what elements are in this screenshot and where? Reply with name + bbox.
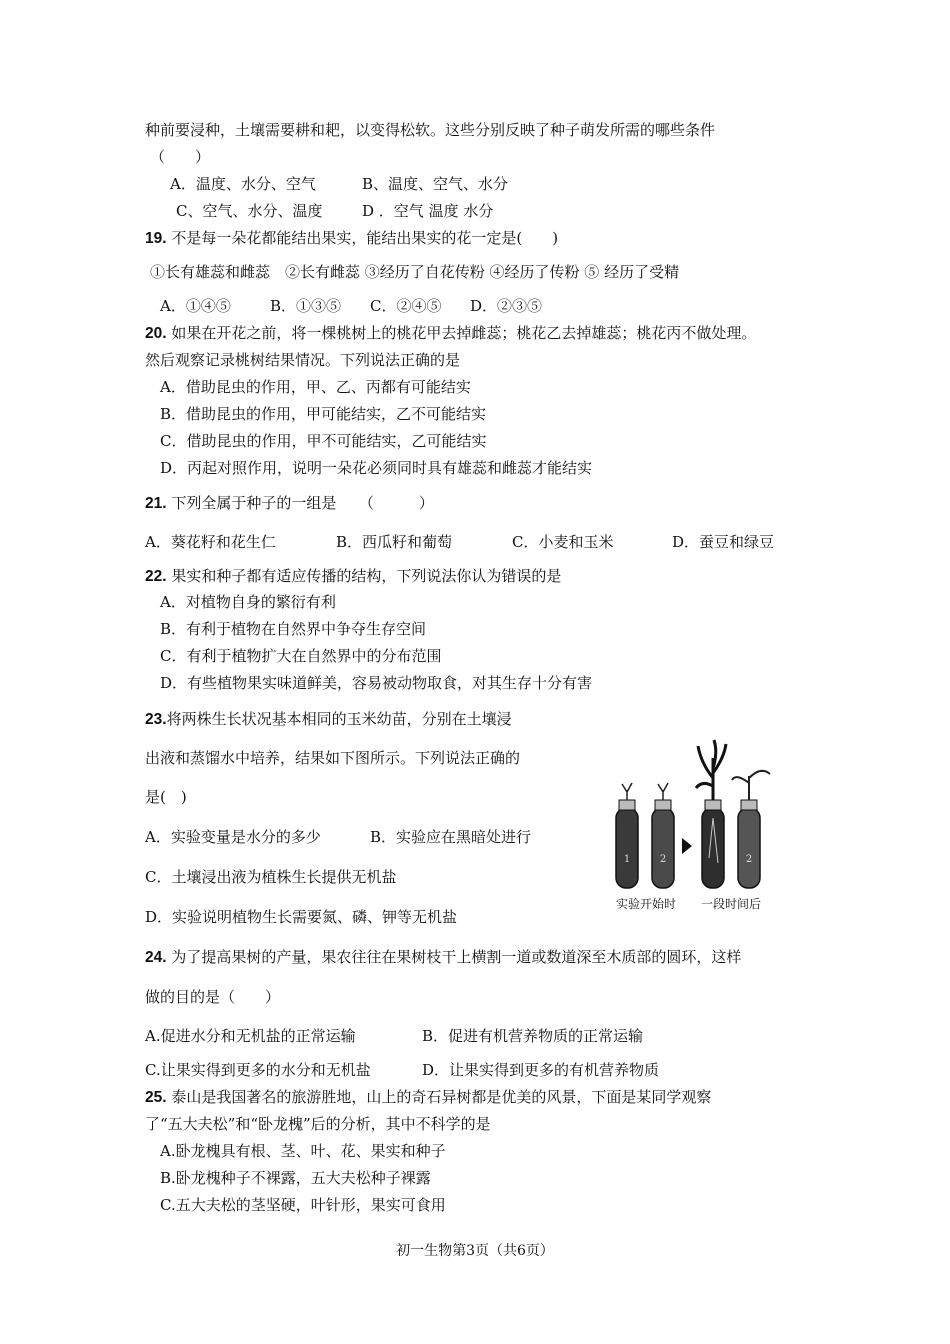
q19-option-d: D．②③⑤ — [470, 297, 543, 315]
q19-option-c: C．②④⑤ — [370, 297, 442, 315]
tube-2-start — [652, 783, 674, 888]
q20-number: 20. — [145, 325, 167, 342]
q23-option-b: B．实验应在黑暗处进行 — [370, 828, 532, 846]
q22-option-d: D．有些植物果实味道鲜美，容易被动物取食，对其生存十分有害 — [160, 674, 593, 692]
tube-1-start — [616, 783, 638, 888]
q19-stem — [145, 228, 558, 249]
q23-text: 将两株生长状况基本相同的玉米幼苗，分别在土壤浸 — [166, 710, 512, 728]
q25-option-b: B.卧龙槐种子不裸露，五大夫松种子裸露 — [160, 1169, 431, 1187]
q22-stem — [145, 566, 561, 587]
q21-option-d: D．蚕豆和绿豆 — [672, 533, 775, 551]
q24-option-d: D．让果实得到更多的有机营养物质 — [422, 1061, 660, 1079]
page-footer: 初一生物第3页（共6页） — [396, 1243, 554, 1259]
q19-number: 19. — [145, 230, 167, 247]
q23-number: 23. — [145, 711, 167, 728]
q23-option-a: A．实验变量是水分的多少 — [145, 828, 321, 846]
q20-text: 如果在开花之前，将一棵桃树上的桃花甲去掉雌蕊；桃花乙去掉雄蕊；桃花丙不做处理。 — [171, 324, 757, 342]
q24-number: 24. — [145, 949, 167, 966]
q18-option-a: A．温度、水分、空气 — [170, 175, 316, 193]
q18-bracket: （ ） — [150, 148, 211, 166]
q24-option-a: A.促进水分和无机盐的正常运输 — [145, 1027, 356, 1045]
q20-stem-1 — [145, 323, 756, 344]
q23-option-c: C．土壤浸出液为植株生长提供无机盐 — [145, 868, 397, 886]
q24-stem-2: 做的目的是（ ） — [145, 988, 281, 1006]
q23-stem-2: 出液和蒸馏水中培养，结果如下图所示。下列说法正确的 — [145, 749, 521, 767]
q21-option-c: C．小麦和玉米 — [512, 533, 614, 551]
q21-number: 21. — [145, 495, 167, 512]
q24-text: 为了提高果树的产量，果农往往在果树枝干上横割一道或数道深至木质部的圆环，这样 — [171, 948, 742, 966]
q22-option-c: C．有利于植物扩大在自然界中的分布范围 — [160, 647, 442, 665]
q25-stem-1 — [145, 1087, 711, 1108]
q20-stem-2: 然后观察记录桃树结果情况。下列说法正确的是 — [145, 351, 461, 369]
tube-2-later-label: 2 — [745, 854, 753, 865]
q25-option-a: A.卧龙槐具有根、茎、叶、花、果实和种子 — [160, 1142, 446, 1160]
tube-1-later — [696, 740, 726, 888]
q20-option-d: D．丙起对照作用，说明一朵花必须同时具有雄蕊和雌蕊才能结实 — [160, 459, 593, 477]
q24-stem-1 — [145, 947, 741, 968]
q24-option-c: C.让果实得到更多的水分和无机盐 — [145, 1061, 371, 1079]
q25-option-c: C.五大夫松的茎坚硬，叶针形，果实可食用 — [160, 1196, 446, 1214]
q23-stem-1 — [145, 709, 512, 730]
q22-option-b: B．有利于植物在自然界中争夺生存空间 — [160, 620, 427, 638]
q21-option-a: A．葵花籽和花生仁 — [145, 533, 276, 551]
q20-option-c: C．借助昆虫的作用，甲不可能结实，乙可能结实 — [160, 432, 487, 450]
tube-1-label: 1 — [623, 854, 631, 865]
tube-2-label: 2 — [659, 854, 667, 865]
q22-option-a: A．对植物自身的繁衍有利 — [160, 593, 336, 611]
q25-number: 25. — [145, 1089, 167, 1106]
q22-number: 22. — [145, 568, 167, 585]
q21-stem — [145, 493, 434, 514]
q21-option-b: B．西瓜籽和葡萄 — [336, 533, 453, 551]
q19-option-a: A．①④⑤ — [160, 297, 231, 315]
tube-2-later — [732, 771, 770, 888]
q23-option-d: D．实验说明植物生长需要氮、磷、钾等无机盐 — [145, 908, 458, 926]
q18-option-b: B、温度、空气、水分 — [362, 175, 509, 193]
q18-stem: 种前要浸种，土壤需要耕和耙，以变得松软。这些分别反映了种子萌发所需的哪些条件 — [145, 121, 716, 139]
q19-text: 不是每一朵花都能结出果实，能结出果实的花一定是( ) — [171, 229, 559, 247]
q20-option-b: B．借助昆虫的作用，甲可能结实，乙不可能结实 — [160, 405, 487, 423]
q24-option-b: B．促进有机营养物质的正常运输 — [422, 1027, 644, 1045]
q25-text: 泰山是我国著名的旅游胜地，山上的奇石异树都是优美的风景，下面是某同学观察 — [171, 1088, 712, 1106]
q23-stem-3: 是( ) — [145, 788, 187, 806]
q18-option-d: D ．空气 温度 水分 — [362, 202, 494, 220]
q21-text: 下列全属于种子的一组是 （ ） — [171, 494, 434, 512]
q22-text: 果实和种子都有适应传播的结构，下列说法你认为错误的是 — [171, 567, 562, 585]
q19-choices: ①长有雄蕊和雌蕊 ②长有雌蕊 ③经历了自花传粉 ④经历了传粉 ⑤ 经历了受精 — [150, 263, 680, 281]
q18-option-c: C、空气、水分、温度 — [176, 202, 323, 220]
q20-option-a: A．借助昆虫的作用，甲、乙、丙都有可能结实 — [160, 378, 471, 396]
seedling-experiment-figure — [606, 738, 776, 916]
arrow-right-icon — [682, 838, 692, 854]
label-start: 实验开始时 — [615, 897, 677, 911]
q25-stem-2: 了“五大夫松”和“卧龙槐”后的分析，其中不科学的是 — [145, 1115, 491, 1133]
label-later: 一段时间后 — [700, 897, 762, 911]
q19-option-b: B．①③⑤ — [270, 297, 342, 315]
